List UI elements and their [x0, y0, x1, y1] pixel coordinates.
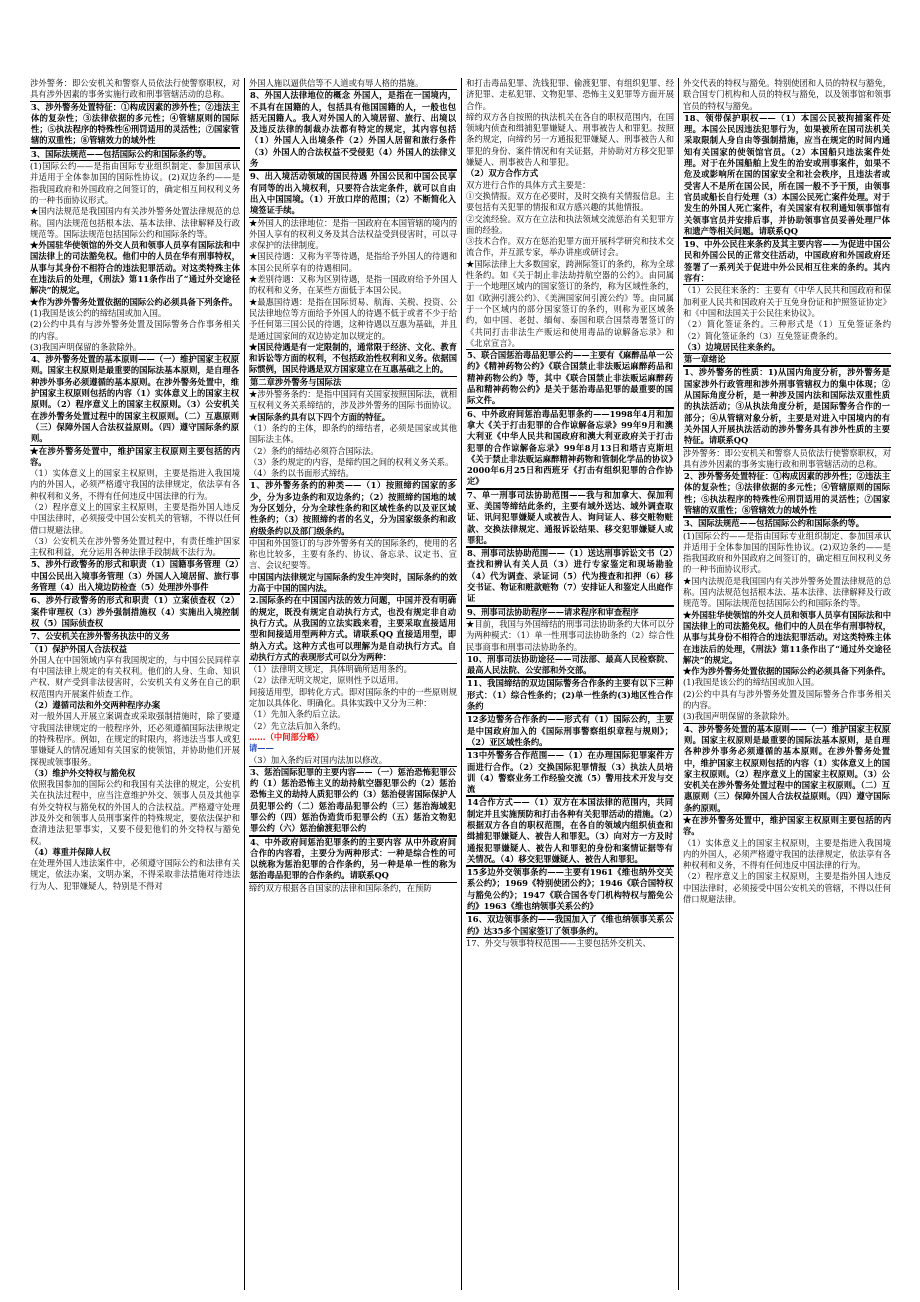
paragraph: （1）实体意义上的国家主权原则，主要是指进入我国境内的外国人，必须严格遵守我国的法律规定，依法享有各种权利和义务，不得有任何违反中国法律的行为。: [30, 468, 240, 501]
paragraph: 17、外交与领事特权范围——主要包括外交机关、: [466, 937, 651, 948]
paragraph: ②交流经验。双方在立法和执法领域交流惩治有关犯罪方面的经验。: [466, 213, 674, 235]
paragraph: （2）简化签证条约。三种形式是（1）互免签证条约（2）简化签证条约（3）互免签证费条约。: [683, 319, 891, 341]
paragraph: （4）尊重并保障人权: [30, 846, 111, 857]
paragraph: 在处理外国人违法案件中，必须遵守国际公约和法律有关规定，依法办案，文明办案，不得采取非法措施对待违法行为人、犯罪嫌疑人，特别是不得对: [30, 858, 240, 891]
paragraph: 对一般外国人开展立案调查或采取强制措施时，除了要遵守我国法律规定的一般程序外，还必须遵循国际法律规定的特殊程序。例如，在规定的时限内，将违法当事人或犯罪嫌疑人的情况通知有关国家的使领馆，并协助他们开展探视或领事服务。: [30, 711, 240, 767]
section-heading: 7、公安机关在涉外警务执法中的义务: [30, 630, 240, 643]
section-heading: 9、刑事司法协助程序——请求程序和审查程序: [466, 606, 674, 619]
column-divider: [461, 78, 462, 1290]
section-heading: 5、涉外行政警务的形式和职责（1）国籍事务管理（2）中国公民出入境事务管理（3）外国人入境居留、旅行事务管理（4）出入境边防检查（5）处理涉外事件: [30, 558, 240, 594]
paragraph: 涉外警务：即公安机关和警察人员依法行使警察职权，对具有涉外因素的事务实施行政和刑事管辖活动的总称。: [683, 447, 891, 469]
column-divider: [244, 78, 245, 1290]
section-heading: 第一章绪论: [683, 353, 891, 366]
paragraph: ★目前，我国与外国缔结的刑事司法协助条约大体可以分为两种模式：（1）单一性刑事司法协助条约（2）综合性民事商事和刑事司法协助条约。: [466, 618, 674, 652]
paragraph: （4）条约以书面形式缔结。: [249, 468, 354, 479]
section-heading: 5、联合国惩治毒品犯罪公约——主要有《麻醉品单一公约》《精神药物公约》《联合国禁止非法贩运麻醉药品和精神药物公约》等，其中《联合国禁止非法贩运麻醉药品和精神药物公约》是关于惩治毒品犯罪的最重要的国际文件。: [466, 349, 674, 407]
section-heading: 1、涉外警务条约的种类——（1）按照缔约国家的多少，分为多边条约和双边条约；（2）按照缔约国地的域为分区划分，分为全球性条约和区域性条约以及亚区域性条约；（3）按照缔约者的名义，分为国家级条约和政府级条约以及部门级条约。: [249, 479, 457, 537]
paragraph: (2)公约中具有与涉外警务处置及国际警务合作事务相关的内容。: [30, 319, 240, 341]
top-margin: [0, 0, 920, 78]
paragraph: ★最惠国待遇：是指在国际贸易、航海、关税、投资、公民法律地位等方面给予外国人的待遇不低于或者不少于给予任何第三国公民的待遇，这种待遇以互惠为基础，并且是通过国家间的双边协定加以规定的。: [249, 296, 457, 341]
text-column-2: [249, 78, 457, 1290]
section-heading: 3、惩治国际犯罪的主要内容——（一）惩治恐怖犯罪公约（1）惩治恐怖主义的劫持航空器犯罪公约（2）惩治恐怖主义的劫持人质犯罪公约（3）惩治侵害国际保护人员犯罪公约（二）惩治毒品犯罪公约（三）惩治海域犯罪公约（四）惩治伪造货币犯罪公约（五）惩治文物犯罪公约（六）惩治偷渡犯罪公约: [249, 766, 457, 836]
paragraph: ★国民待遇：又称为平等待遇，是指给予外国人的待遇和本国公民所享有的待遇相同。: [249, 251, 457, 273]
paragraph: 请——: [249, 743, 274, 754]
paragraph: ★国际法律上大多数国家，跨洲际签订的条约，称为全球性条约。如《关于制止非法劫持航空器的公约》。由同属于一个地理区域内的国家签订的条约，称为区域性条约，如《欧洲引渡公约》、《美洲国家间引渡公约》等。由同属于一个区域内的部分国家签订的条约，则称为亚区域条约，如中国、老挝、缅甸、泰国和联合国禁毒署签订的《共同打击非法生产贩运和使用毒品的谅解备忘录》和《北京宣言》。: [466, 258, 674, 348]
section-heading: 13中外警务合作范围——（1）在办理国际犯罪案件方面进行合作。（2）交换国际犯罪情报（3）执法人员培训（4）警察业务工作经验交流（5）警用技术开发与交流: [466, 749, 674, 796]
section-heading: 1、涉外警务的性质：1)从国内角度分析，涉外警务是国家涉外行政管理和涉外刑事管辖权力的集中体现；②从国际角度分析，是一种涉及国内法和国际法双重性质的执法活动；③从执法角度分析，是国际警务合作的一部分；④从管辖对象分析，主要是对进入中国境内的有关外国人开展执法活动的涉外警务具有涉外性质的主要特征。请联系QQ: [683, 366, 891, 447]
paragraph: ①交换情报。双方在必要时，及时交换有关情报信息。主要包括有关犯罪的情报和双方感兴趣的其他情报。: [466, 190, 674, 213]
section-heading: 3、国际法规范——包括国际公约和国际条约等。: [683, 517, 891, 530]
paragraph: ……（中间部分略）: [249, 731, 324, 742]
section-heading: 4、涉外警务处置的基本原则——（一）维护国家主权原则。国家主权原则是最重要的国际法基本原则，是自理各种涉外事务必须遵循的基本原则。在涉外警务处置中，维护国家主权原则包括的内容（1）实体意义上的国家主权原则。（2）程序意义上的国家主权原则。（3）公安机关在涉外警务处置过程中的国家主权原则。（二）互惠原则（三）保障外国人合法权益原则。（四）遵守国际条约原则。: [683, 723, 891, 815]
paragraph: ★在涉外警务处置中，维护国家主权原则主要包括的内容。: [683, 815, 891, 837]
section-heading: 14合作方式——（1）双方在本国法律的范围内，共同制定并且实施预防和打击各种有关犯罪活动的措施。（2）根据双方各自的职权范围，在各自的领域内组织侦查和缉捕犯罪嫌疑人、被告人和罪犯。（3）向对方一方及时通报犯罪嫌疑人、被告人和罪犯的身份和案情证据等有关情况。（4）移交犯罪嫌疑人、被告人和罪犯。: [466, 796, 674, 866]
text-column-4: [683, 78, 891, 1290]
text-column-3: [466, 78, 674, 1290]
paragraph: (1)我国是该公约的缔结国或加入国。: [683, 677, 820, 688]
paragraph: 缔约双方各自按照的执法机关在各自的职权范围内，在国领域内侦查和缉捕犯罪嫌疑人、刑事被告人和罪犯。按照条约规定，向缔约另一方通报犯罪嫌疑人、刑事被告人和罪犯的身份、案件情况和有关证据，并协助对方移交犯罪嫌疑人、刑事被告人和罪犯。: [466, 111, 674, 168]
paragraph: 中国和外国签订的与涉外警务有关的国际条约，使用的名称也比较多，主要有条约、协议、备忘录、议定书、宣言、会议纪要等。: [249, 537, 457, 571]
section-heading: 12多边警务合作条约——形式有（1）国际公约，主要是中国政府加入的《国际刑事警察组织章程与规则》；（2）亚区域性条约。: [466, 713, 674, 749]
paragraph: ★作为涉外警务处置依据的国际公约必须具备下列条件。: [30, 296, 238, 307]
section-heading: 6、涉外行政警务的形式和职责（1）立案侦查权（2）案件审理权（3）涉外强制措施权（4）实施出入境控制权（5）国际侦查权: [30, 594, 240, 630]
paragraph: （2）先立法后加入条约。: [249, 720, 346, 731]
paragraph: （3）边境居民往来条约。: [683, 341, 781, 352]
section-heading: 7、单一刑事司法协助范围——我与和加拿大、保加利亚、美国等缔结此条约，主要有域外送达、域外调查取证、讯问犯罪嫌疑人或被告人、询问证人、移交赃物赃款、交换法律规定、通报诉讼结果、移交犯罪嫌疑人或罪犯。: [466, 489, 674, 547]
section-heading: 10、刑事司法协助途径——司法部、最高人民检察院、最高人民法院、公安部和外交部。: [466, 653, 674, 678]
section-heading: 4、中外政府间惩治犯罪条约的主要内容 从中外政府间合作的内容看，主要分为两种形式：一种是综合性的可以统称为惩治犯罪的合作条约，另一种是单一性的称为惩治毒品犯罪的合作条约。请联系QQ: [249, 836, 457, 883]
paragraph: ★国内法规范是我国国内有关涉外警务处置法律规范的总称。国内法规范包括根本法、基本法律、法律解释及行政规范等。国际法规范包括国际公约和国际条约等。: [30, 206, 240, 239]
paragraph: 双方进行合作的具体方式主要是：: [466, 179, 591, 190]
paragraph: 涉外警务：即公安机关和警察人员依法行使警察职权，对具有涉外因素的事务实施行政和刑事管辖活动的总称。: [30, 78, 240, 100]
paragraph: ★作为涉外警务处置依据的国际公约必须具备下列条件。: [683, 666, 891, 677]
paragraph: ★国际条约具有以下四个方面的特征。: [249, 411, 391, 422]
paragraph: 外交代表的特权与豁免。特别使团和人员的特权与豁免，联合国专门机构和人员的特权与豁免，以及领事馆和领事官员的特权与豁免。: [683, 78, 891, 111]
paragraph: ★差别待遇：又称为区别待遇，是指一国政府给予外国人的权利和义务，在某些方面低于本国公民。: [249, 274, 457, 296]
paragraph: （1）条约的主体，即条约的缔结者，必须是国家或其他国际法主体。: [249, 422, 457, 445]
paragraph: 中国国内法律规定与国际条约发生冲突时，国际条约的效力高于中国的国内法。: [249, 571, 457, 594]
section-heading: 3、国际法规范——包括国际公约和国际条约等。: [30, 148, 240, 161]
paragraph: ★外国人的法律地位：是指一国政府在本国管辖的境内的外国人享有的权利义务及其合法权益受到侵害时，可以寻求保护的法律制度。: [249, 217, 457, 251]
paragraph: ★国内法规范是我国国内有关涉外警务处置法律规范的总称。国内法规范包括根本法、基本法律、法律解释及行政规范等。国际法规范包括国际公约和国际条约等。: [683, 575, 891, 609]
section-heading: 18、领带保护职权——（1）本国公民被拘捕案件处理。本国公民因违法犯罪行为，如果被所在国司法机关采取限制人身自由等强制措施，应当在规定的时间内通知有关国家的使领馆官员。（2）本国船只违法案件处理。对于在外国船舶上发生的治安或刑事案件，如果不危及或影响所在国的国家安全和社会秩序，且违法者或受害人不是所在国公民，所在国一般不予干预，由领事官员或船长自行处理（3）本国公民死亡案件处理。对于发生的外国人死亡案件，有关国家有权利通知领事馆有关领事官员并安排后事，并协助领事官员妥善处理尸体和遗产等相关问题。请联系QQ: [683, 112, 891, 238]
section-heading: 11、我国缔结的双边国际警务合作条约主要有以下三种形式：（1）综合性条约；(2)单一性条约(3)地区性合作条约: [466, 677, 674, 713]
paragraph: ★国民待遇是有一定限制的，通常限于经济、文化、教育和诉讼等方面的权利，不包括政治性权利和义务。依据国际惯例，国民待遇是双方国家建立在互惠基础之上的。: [249, 341, 457, 375]
paragraph: （1）法律明文规定，具体明确所适用条约。: [249, 664, 412, 675]
paragraph: （2）程序意义上的国家主权原则，主要是指外国人违反中国法律时，必须接受中国公安机关的管辖，不得以任何借口规避法律。: [683, 871, 891, 905]
column-divider: [678, 78, 679, 1290]
paragraph: （3）条约规定的内容，是缔约国之间的权利义务关系。: [249, 456, 454, 467]
paragraph: (3)我国声明保留的条款除外。: [683, 711, 795, 722]
paragraph: （3）维护外交特权与豁免权: [30, 767, 136, 778]
paragraph: ★外国驻华使领馆的外交人员和领事人员享有国际法和中国法律上的司法豁免权。他们中的人员在华有刑事特权，从事与其身份不相符合的违法犯罪活动。对这类特殊主体在违法后的处理，《刑法》第11条作出了“通过外交途径解决”的规定。: [683, 609, 891, 665]
paragraph: （1）先加入条约后立法。: [249, 709, 346, 720]
paragraph: (1)国际公约——是指由国际专业组织制定、参加国承认并适用于全体参加国的国际性协议。(2)双边条约——是指我国政府和外国政府之间签订的，确定相互间权利义务的一种书面协议形式。: [30, 161, 240, 205]
paragraph: （2）双方合作方式: [466, 168, 539, 179]
paragraph: （1）公民往来条约：主要有《中华人民共和国政府和保加利亚人民共和国政府关于互免身份证和护照签证协定》和《中国和法国关于公民往来协议》。: [683, 285, 891, 318]
text-column-1: [30, 78, 240, 1290]
paragraph: （2）程序意义上的国家主权原则，主要是指外国人违反中国法律时，必须接受中国公安机关的管辖，不得以任何借口规避法律。: [30, 501, 240, 535]
section-heading: 2、涉外警务处置特征：①构成因素的涉外性；②违法主体的复杂性；③法律依据的多元性；④管辖原则的国际性；⑤执法程序的特殊性⑥刑罚适用的灵活性；⑦国家管辖的双重性；⑧管辖效力的域外性: [683, 470, 891, 517]
paragraph: (1)国际公约——是指由国际专业组织制定、参加国承认并适用于全体参加国的国际性协议。(2)双边条约——是指我国政府和外国政府之间签订的，确定相互间权利义务的一种书面协议形式。: [683, 530, 891, 575]
paragraph: （2）条约的缔结必须符合国际法。: [249, 445, 379, 456]
section-heading: 8、外国人法律地位的概念 外国人，是指在一国境内，不具有在国籍的人，包括具有他国国籍的人，一般也包括无国籍人。我人对外国人的入境居留、旅行、出境以及违反法律的制裁办法都有特定的规定，其内容包括（1）外国人入出境条件（2）外国人居留和旅行条件（3）外国人的合法权益不受侵犯（4）外国人的法律义务: [249, 89, 457, 170]
paragraph: （1）实体意义上的国家主权原则，主要是指进入我国境内的外国人，必须严格遵守我国的法律规定，依法享有各种权利和义务，不得有任何违反中国法律的行为。: [683, 837, 891, 871]
section-heading: 8、刑事司法协助范围——（1）送达刑事诉讼文书（2）查找和辨认有关人员（3）进行专家鉴定和现场勘验（4）代为调查、录证词（5）代为搜查和扣押（6）移交书证、物证和赃款赃物（7）安排证人和鉴定人出庭作证: [466, 547, 674, 605]
paragraph: （2）法律无明文规定，原则性予以适用。: [249, 675, 404, 686]
paragraph: (2)公约中具有与涉外警务处置及国际警务合作事务相关的内容。: [683, 688, 891, 711]
paragraph: (1)我国是该公约的缔结国或加入国。: [30, 307, 167, 318]
paragraph: ③技术合作。双方在惩治犯罪方面开展科学研究和技术交流合作，并互派专家，举办讲座或研讨会。: [466, 236, 674, 258]
paragraph: ★在涉外警务处置中，维护国家主权原则主要包括的内容。: [30, 445, 240, 467]
paragraph: 缔约双方根据各自国家的法律和国际条约，在预防: [249, 882, 432, 893]
paragraph: ★涉外警务条约：是指中国同有关国家按照国际法，就相互权利义务关系缔结的，涉及涉外警务的国际书面协议。: [249, 389, 457, 411]
paragraph: （1）保护外国人合法权益: [30, 643, 128, 654]
paragraph: （3）公安机关在涉外警务处置过程中，有责任维护国家主权和利益，充分运用各种法律手段制裁不法行为。: [30, 535, 240, 558]
section-heading: 9、出入境活动领域的国民待遇 外国公民和中国公民享有同等的出入境权利，只要符合法定条件，就可以自由出入中国国境。（1）开放口岸的范围；（2）不断简化入境签证手续。: [249, 170, 457, 217]
section-heading: 4、涉外警务处置的基本原则——（一）维护国家主权原则。国家主权原则是最重要的国际法基本原则，是自理各种涉外事务必须遵循的基本原则。在涉外警务处置中，维护国家主权原则包括的内容（1）实体意义上的国家主权原则。（2）程序意义上的国家主权原则。（3）公安机关在涉外警务处置过程中的国家主权原则。（二）互惠原则（三）保障外国人合法权益原则。（四）遵守国际条约原则。: [30, 353, 240, 445]
paragraph: 外国人施以逼供信等不人道或有辱人格的措施。: [249, 78, 424, 88]
paragraph: (3)我国声明保留的条款除外。: [30, 341, 142, 352]
paragraph: 和打击毒品犯罪、洗钱犯罪、偷渡犯罪、有组织犯罪、经济犯罪、走私犯罪、文物犯罪、恐怖主义犯罪等方面开展合作。: [466, 78, 674, 111]
paragraph: 依照我国参加的国际公约和我国有关法律的规定，公安机关在执法过程中，应当注意维护外交、领事人员及其他享有外交特权与豁免权的外国人的合法权益。严格遵守处理涉及外交和领事人员刑事案件的特殊规定，要依法保护和查清违法犯罪事实，又要不侵犯他们的外交特权与豁免权。: [30, 779, 240, 846]
section-heading: 15多边外交领事条约——主要有1961《维也纳外交关系公约》；1969《特别使团公约》；1946《联合国特权与豁免公约》；1947《联合国各专门机构特权与豁免公约》1963《维也纳领事关系公约》: [466, 866, 674, 913]
section-heading: 16、双边领事条约——我国加入了《维也纳领事关系公约》达35多个国家签订了领事条约。: [466, 913, 674, 938]
section-heading: 6、中外政府间惩治毒品犯罪条约——1998年4月和加拿大《关于打击犯罪的合作谅解备忘录》99年9月和澳大利亚《中华人民共和国政府和澳大利亚政府关于打击犯罪的合作谅解备忘录》99年8月13日和塔吉克斯坦《关于禁止非法贩运麻醉精神药物和管制化学品的协议》2000年6月25日和西班牙《打击有组织犯罪的合作协定》: [466, 408, 674, 489]
paragraph: 外国人在中国领域内享有我国规定的，与中国公民同样享有中国法律上规定的有关权利。他们的人身、生命、知识产权、财产受到非法侵害时，公安机关有义务在自己的职权范围内开展案件侦查工作。: [30, 654, 240, 699]
paragraph: 间接适用型，即转化方式。即对国际条约中的一些原则规定加以具体化、明确化。具体实践中又分为三种：: [249, 686, 457, 709]
paragraph: ★外国驻华使领馆的外交人员和领事人员享有国际法和中国法律上的司法豁免权。他们中的人员在华有刑事特权，从事与其身份不相符合的违法犯罪活动。对这类特殊主体在违法后的处理，《刑法》第11条作出了“通过外交途径解决”的规定。: [30, 240, 240, 296]
section-heading: 19、中外公民往来条约及其主要内容——为促进中国公民和外国公民的正常交往活动，中国政府和外国政府还签署了一系列关于促进中外公民相互往来的条约。其内容有：: [683, 238, 891, 285]
paragraph: （2）遵循司法和外交两种程序办案: [30, 700, 161, 711]
section-heading: 2.国际条约在中国国内法的效力问题，中国并没有明确的规定，既没有规定自动执行方式，也没有规定非自动执行方式。从我国的立法实践来看，主要采取直接适用型和间接适用型两种方式。请联系QQ 直接适用型，即纳入方式。这种方式也可以理解为是自动执行方式。自动执行方式的表现形式可以分为两种：: [249, 594, 457, 664]
section-heading: 第二章涉外警务与国际法: [249, 376, 457, 389]
section-heading: 3、涉外警务处置特征：①构成因素的涉外性；②违法主体的复杂性；③法律依据的多元性；④管辖原则的国际性；⑤执法程序的特殊性⑥刑罚适用的灵活性；⑦国家管辖的双重性；⑧管辖效力的域外性: [30, 101, 240, 148]
paragraph: （3）加入条约后对国内法加以修改。: [249, 754, 388, 765]
